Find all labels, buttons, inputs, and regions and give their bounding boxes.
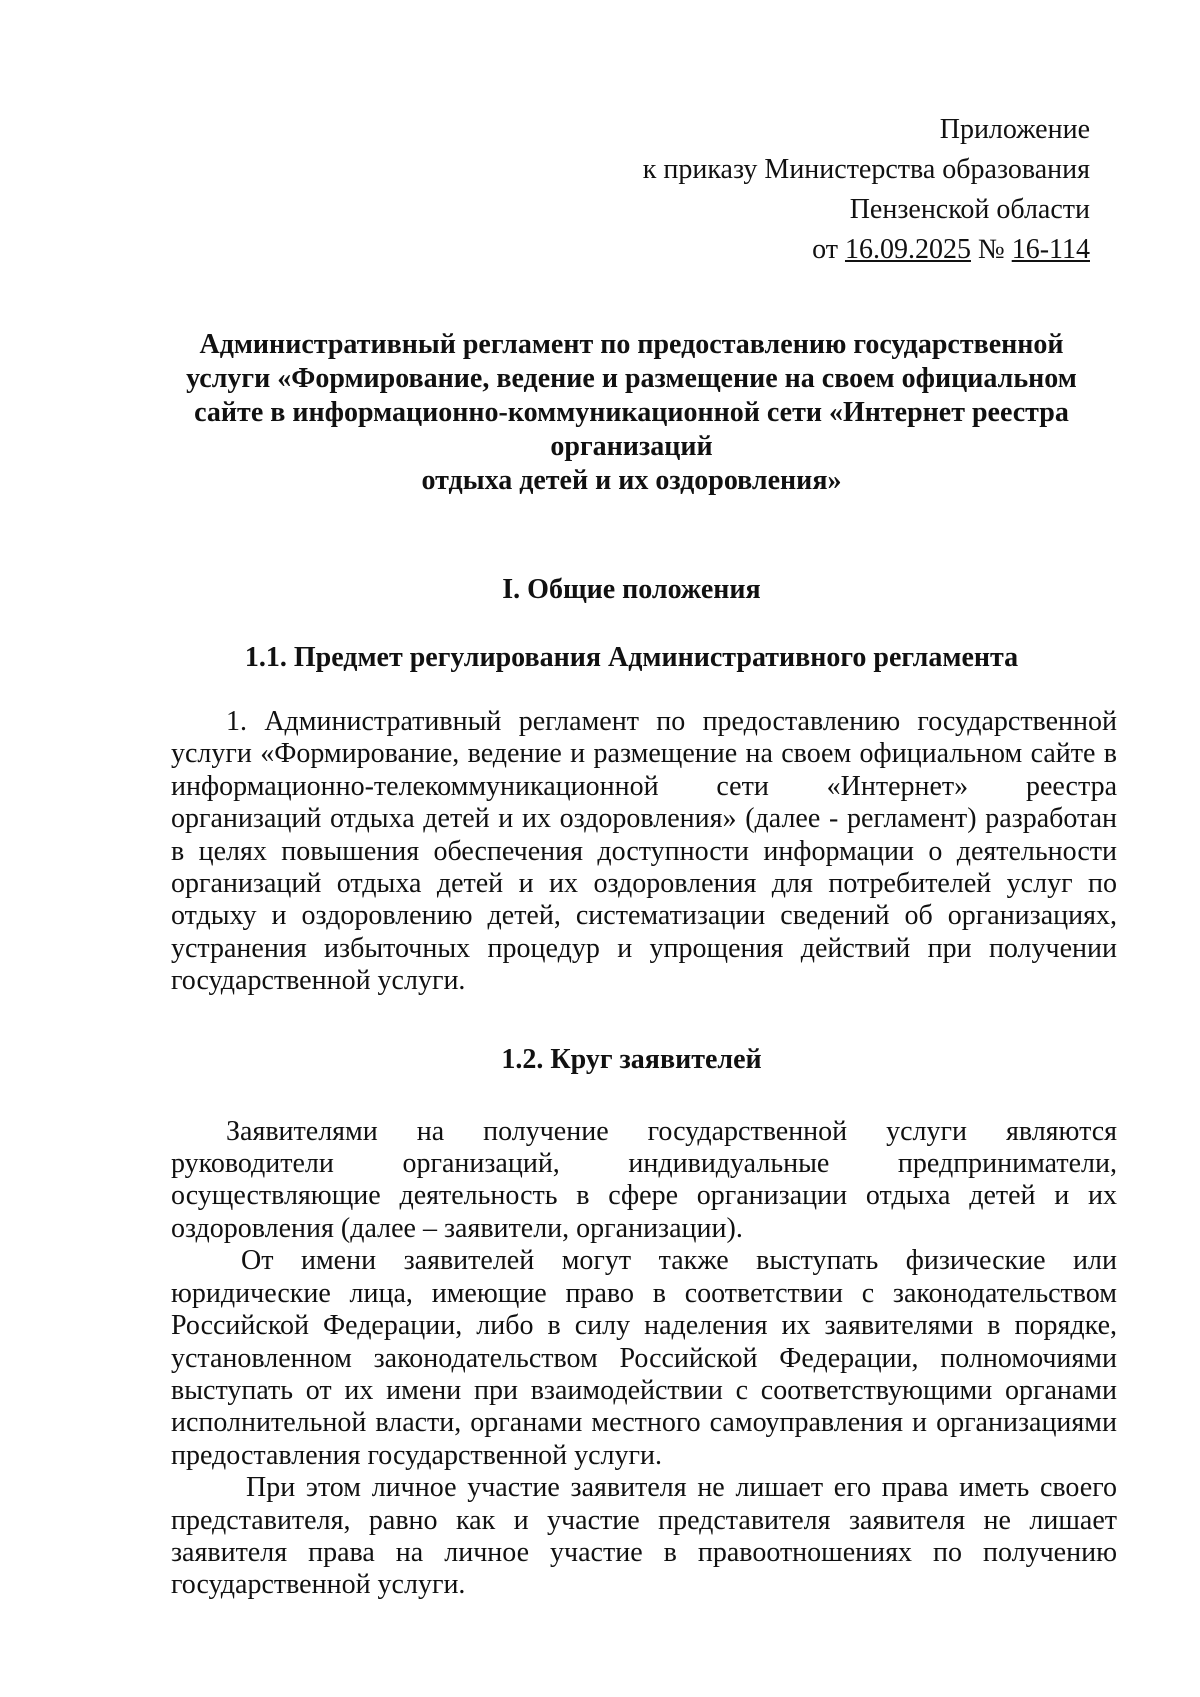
title-line: отдыха детей и их оздоровления» xyxy=(421,465,842,496)
order-date: 16.09.2025 xyxy=(844,234,971,265)
paragraph-personal-participation: При этом личное участие заявителя не лишает его права иметь своего представителя, равно как и участие представителя заявителя не лишает заявителя права на личное участие в правоотношениях по получению государственной услуги. xyxy=(171,1472,1117,1601)
paragraph-subject: 1. Административный регламент по предоставлению государственной услуги «Формирование, ведение и размещение на своем официальном сайте в информационно-телекоммуникационной сети «Интернет» реестра организаций отдыха детей и их оздоровления» (далее - регламент) разработан в целях повышения обеспечения доступности информации о деятельности организаций отдыха детей и их оздоровления для потребителей услуг по отдыху и оздоровлению детей, систематизации сведений об организациях, устранения избыточных процедур и упрощения действий при получении государственной услуги. xyxy=(171,706,1117,997)
subsection-heading-subject: 1.1. Предмет регулирования Административного регламента xyxy=(244,642,1019,673)
title-line: Административный регламент по предоставлению государственной xyxy=(199,329,1064,360)
title-line: сайте в информационно-коммуникационной сети «Интернет реестра xyxy=(194,397,1069,428)
order-date-line xyxy=(171,230,1090,270)
paragraph-applicants: Заявителями на получение государственной услуги являются руководители организаций, индивидуальные предприниматели, осуществляющие деятельность в сфере организации отдыха детей и их оздоровления (далее – заявители, организации). xyxy=(171,1115,1117,1244)
appendix-block xyxy=(171,110,1117,270)
document-content xyxy=(171,110,1117,1602)
order-line: к приказу Министерства образования xyxy=(642,154,1090,185)
appendix-label: Приложение xyxy=(939,114,1090,145)
region-line: Пензенской области xyxy=(849,194,1090,225)
title-line: организаций xyxy=(550,431,713,462)
section-heading-general: I. Общие положения xyxy=(502,574,761,605)
title-line: услуги «Формирование, ведение и размещение на своем официальном xyxy=(186,363,1077,394)
order-number: 16-114 xyxy=(1011,234,1090,265)
document-title xyxy=(171,328,1117,498)
number-sign: № xyxy=(977,234,1005,265)
subsection-heading-applicants: 1.2. Круг заявителей xyxy=(501,1043,762,1075)
date-prefix: от xyxy=(812,234,838,265)
paragraph-representatives: От имени заявителей могут также выступать физические или юридические лица, имеющие право в соответствии с законодательством Российской Федерации, либо в силу наделения их заявителями в порядке, установленном законодательством Российской Федерации, полномочиями выступать от их имени при взаимодействии с соответствующими органами исполнительной власти, органами местного самоуправления и организациями предоставления государственной услуги. xyxy=(171,1245,1117,1471)
